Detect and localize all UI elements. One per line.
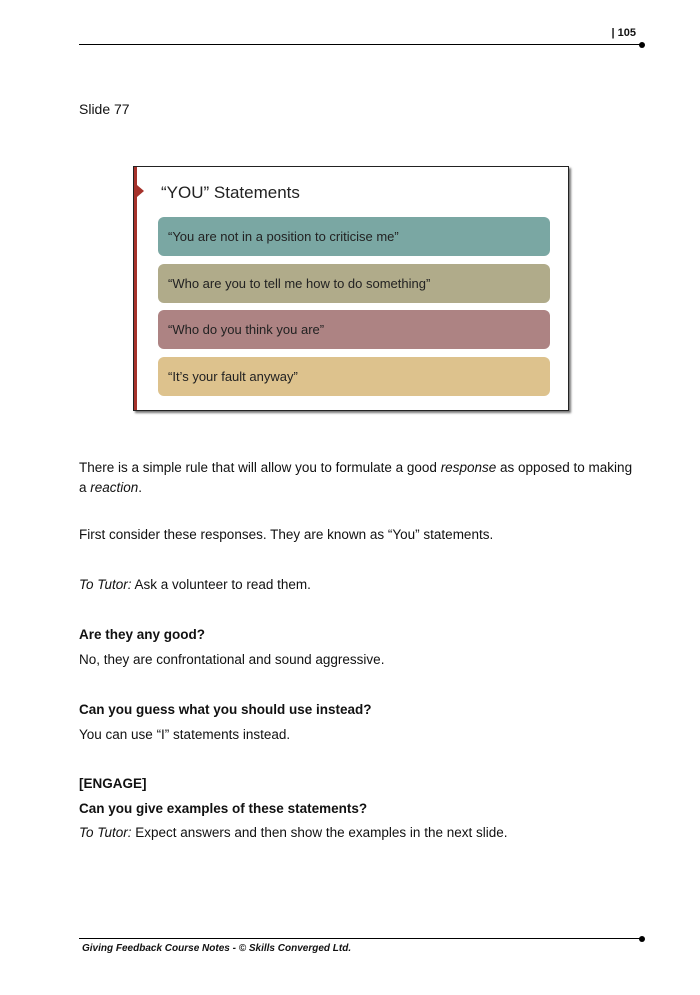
rule-text-1: There is a simple rule that will allow you to formulate a good (79, 460, 441, 475)
tutor-note-2 (79, 823, 639, 843)
engage-label: [ENGAGE] (79, 776, 147, 791)
statement-box-2: “Who are you to tell me how to do something” (158, 264, 550, 303)
slide-accent-bar (134, 167, 137, 410)
question-3: Can you give examples of these statements? (79, 801, 368, 816)
reaction-emphasis: reaction (90, 480, 139, 495)
footer-rule (79, 938, 641, 939)
slide-arrow-marker (137, 185, 144, 197)
tutor-label: To Tutor: (79, 825, 132, 840)
page-number: | 105 (611, 27, 636, 39)
statement-box-1: “You are not in a position to criticise me” (158, 217, 550, 256)
response-emphasis: response (440, 460, 497, 475)
slide-title: “YOU” Statements (161, 183, 300, 202)
header-rule (79, 44, 641, 45)
first-consider-paragraph: First consider these responses. They are known as “You” statements. (79, 527, 494, 542)
tutor-label: To Tutor: (79, 577, 132, 592)
statement-box-4: “It’s your fault anyway” (158, 357, 550, 396)
tutor-note-1 (79, 575, 639, 595)
slide-label: Slide 77 (79, 101, 130, 117)
tutor-note-text: Expect answers and then show the examples in the next slide. (131, 825, 508, 840)
rule-end-dot (639, 42, 645, 48)
answer-2: You can use “I” statements instead. (79, 727, 291, 742)
tutor-note-text: Ask a volunteer to read them. (131, 577, 311, 592)
statement-box-3: “Who do you think you are” (158, 310, 550, 349)
question-2: Can you guess what you should use instead? (79, 702, 372, 717)
rule-end-dot (639, 936, 645, 942)
rule-paragraph (79, 458, 639, 498)
footer-text: Giving Feedback Course Notes - © Skills Converged Ltd. (82, 943, 352, 954)
rule-text-3: . (138, 480, 143, 495)
slide-thumbnail (133, 166, 569, 411)
rule-text-2: as opposed to making a (79, 460, 633, 495)
answer-1: No, they are confrontational and sound aggressive. (79, 652, 385, 667)
question-1: Are they any good? (79, 627, 206, 642)
